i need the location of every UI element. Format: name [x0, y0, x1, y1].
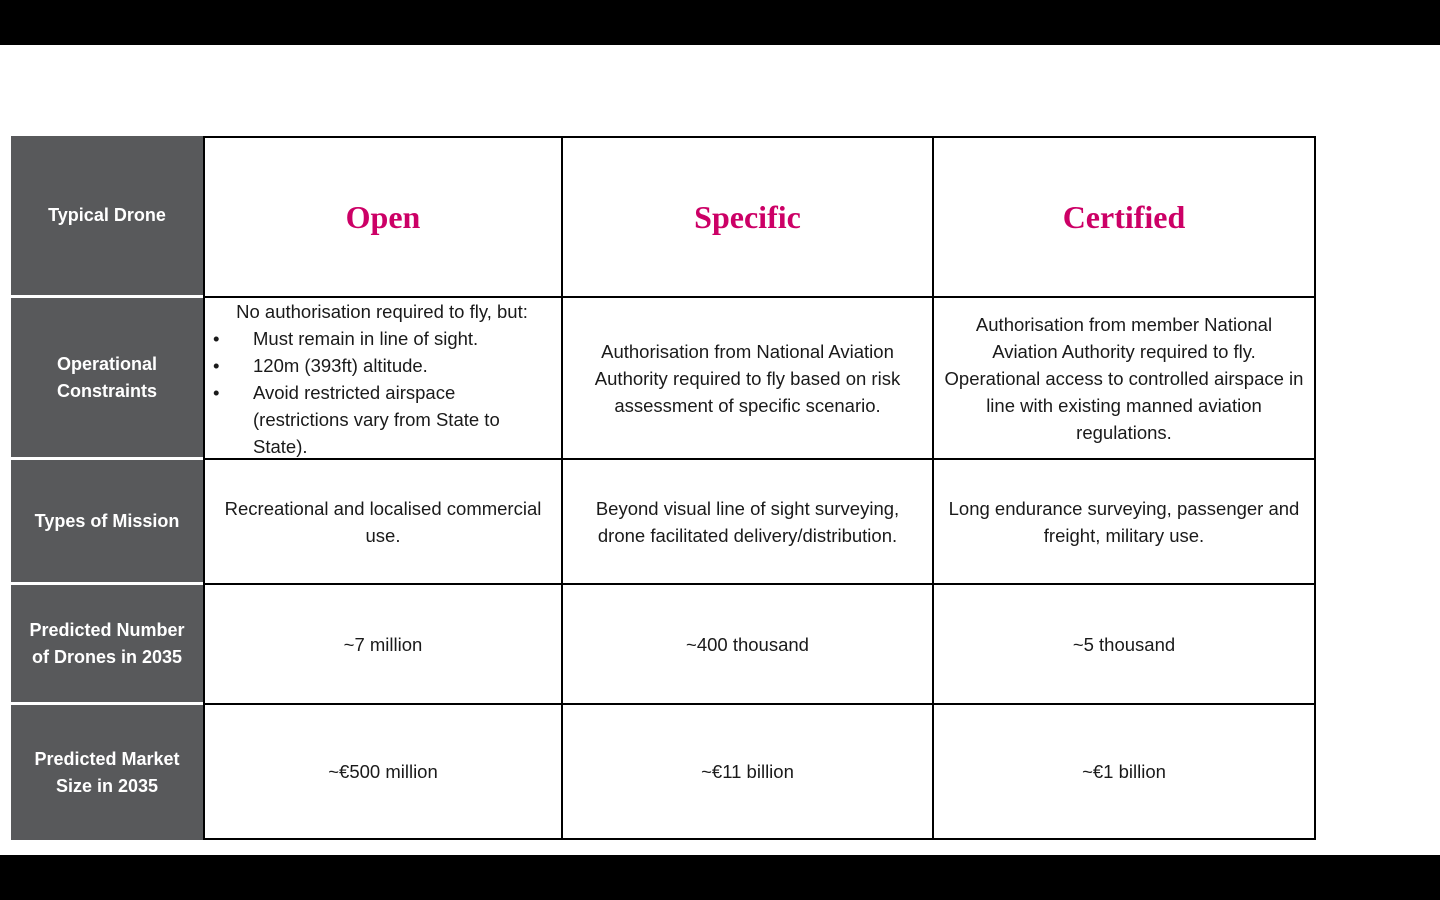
open-number-cell — [203, 585, 563, 705]
open-mission-text: Recreational and localised commercial use. — [224, 497, 542, 546]
certified-market-value: ~€1 billion — [1082, 761, 1166, 782]
specific-mission-cell — [563, 460, 934, 585]
specific-market-value: ~€11 billion — [701, 761, 794, 782]
row-header-label: Types of Mission — [34, 510, 180, 531]
specific-constraints-text: Authorisation from National Aviation Authority required to fly based on risk assessment of specific scenario. — [594, 340, 901, 416]
certified-constraints-text: Authorisation from member National Aviation Authority required to fly. Operational access to controlled airspace in line with existing manned aviation regulations. — [944, 313, 1304, 443]
category-certified-title: Certified — [1062, 198, 1186, 235]
row-header-operational-constraints — [11, 298, 203, 460]
open-number-value: ~7 million — [343, 633, 423, 655]
row-header-label-line2: Constraints — [56, 380, 157, 401]
open-market-cell — [203, 705, 563, 840]
row-header-label: Typical Drone — [48, 205, 166, 225]
list-item — [211, 352, 553, 379]
row-header-label-line1: Predicted Number — [29, 619, 185, 640]
row-header-label-line2: Size in 2035 — [55, 775, 159, 796]
row-header-types-of-mission — [11, 460, 203, 585]
certified-mission-cell — [934, 460, 1316, 585]
list-item-text: Must remain in line of sight. — [253, 328, 479, 349]
category-specific-title: Specific — [694, 198, 801, 235]
row-header-label-line1: Operational — [56, 353, 158, 374]
specific-mission-text: Beyond visual line of sight surveying, drone facilitated delivery/distribution. — [595, 497, 900, 546]
open-constraints-lead: No authorisation required to fly, but: — [236, 301, 528, 322]
category-open-title: Open — [345, 198, 421, 235]
open-mission-cell — [203, 460, 563, 585]
open-constraints-list — [211, 325, 553, 460]
bullet-icon: • — [213, 355, 220, 376]
specific-constraints-cell — [563, 298, 934, 460]
certified-mission-text: Long endurance surveying, passenger and freight, military use. — [948, 497, 1300, 546]
row-header-label-line1: Predicted Market — [34, 748, 180, 769]
row-header-predicted-number — [11, 585, 203, 705]
list-item-text: 120m (393ft) altitude. — [253, 355, 428, 376]
category-open-cell — [203, 136, 563, 298]
certified-number-cell — [934, 585, 1316, 705]
list-item — [211, 325, 553, 352]
row-header-typical-drone — [11, 136, 203, 298]
row-header-label-line2: of Drones in 2035 — [31, 646, 183, 667]
certified-constraints-cell — [934, 298, 1316, 460]
specific-number-cell — [563, 585, 934, 705]
slide — [0, 45, 1440, 855]
specific-number-value: ~400 thousand — [686, 633, 809, 655]
open-constraints-cell — [203, 298, 563, 460]
certified-number-value: ~5 thousand — [1072, 633, 1176, 655]
drone-categories-table — [11, 136, 1316, 842]
list-item-text: Avoid restricted airspace (restrictions vary from State to State). — [253, 382, 500, 457]
row-header-predicted-market — [11, 705, 203, 840]
category-specific-cell — [563, 136, 934, 298]
list-item — [211, 379, 553, 460]
bullet-icon: • — [213, 328, 220, 349]
specific-market-cell — [563, 705, 934, 840]
category-certified-cell — [934, 136, 1316, 298]
bullet-icon: • — [213, 382, 220, 403]
open-market-value: ~€500 million — [328, 761, 438, 782]
certified-market-cell — [934, 705, 1316, 840]
